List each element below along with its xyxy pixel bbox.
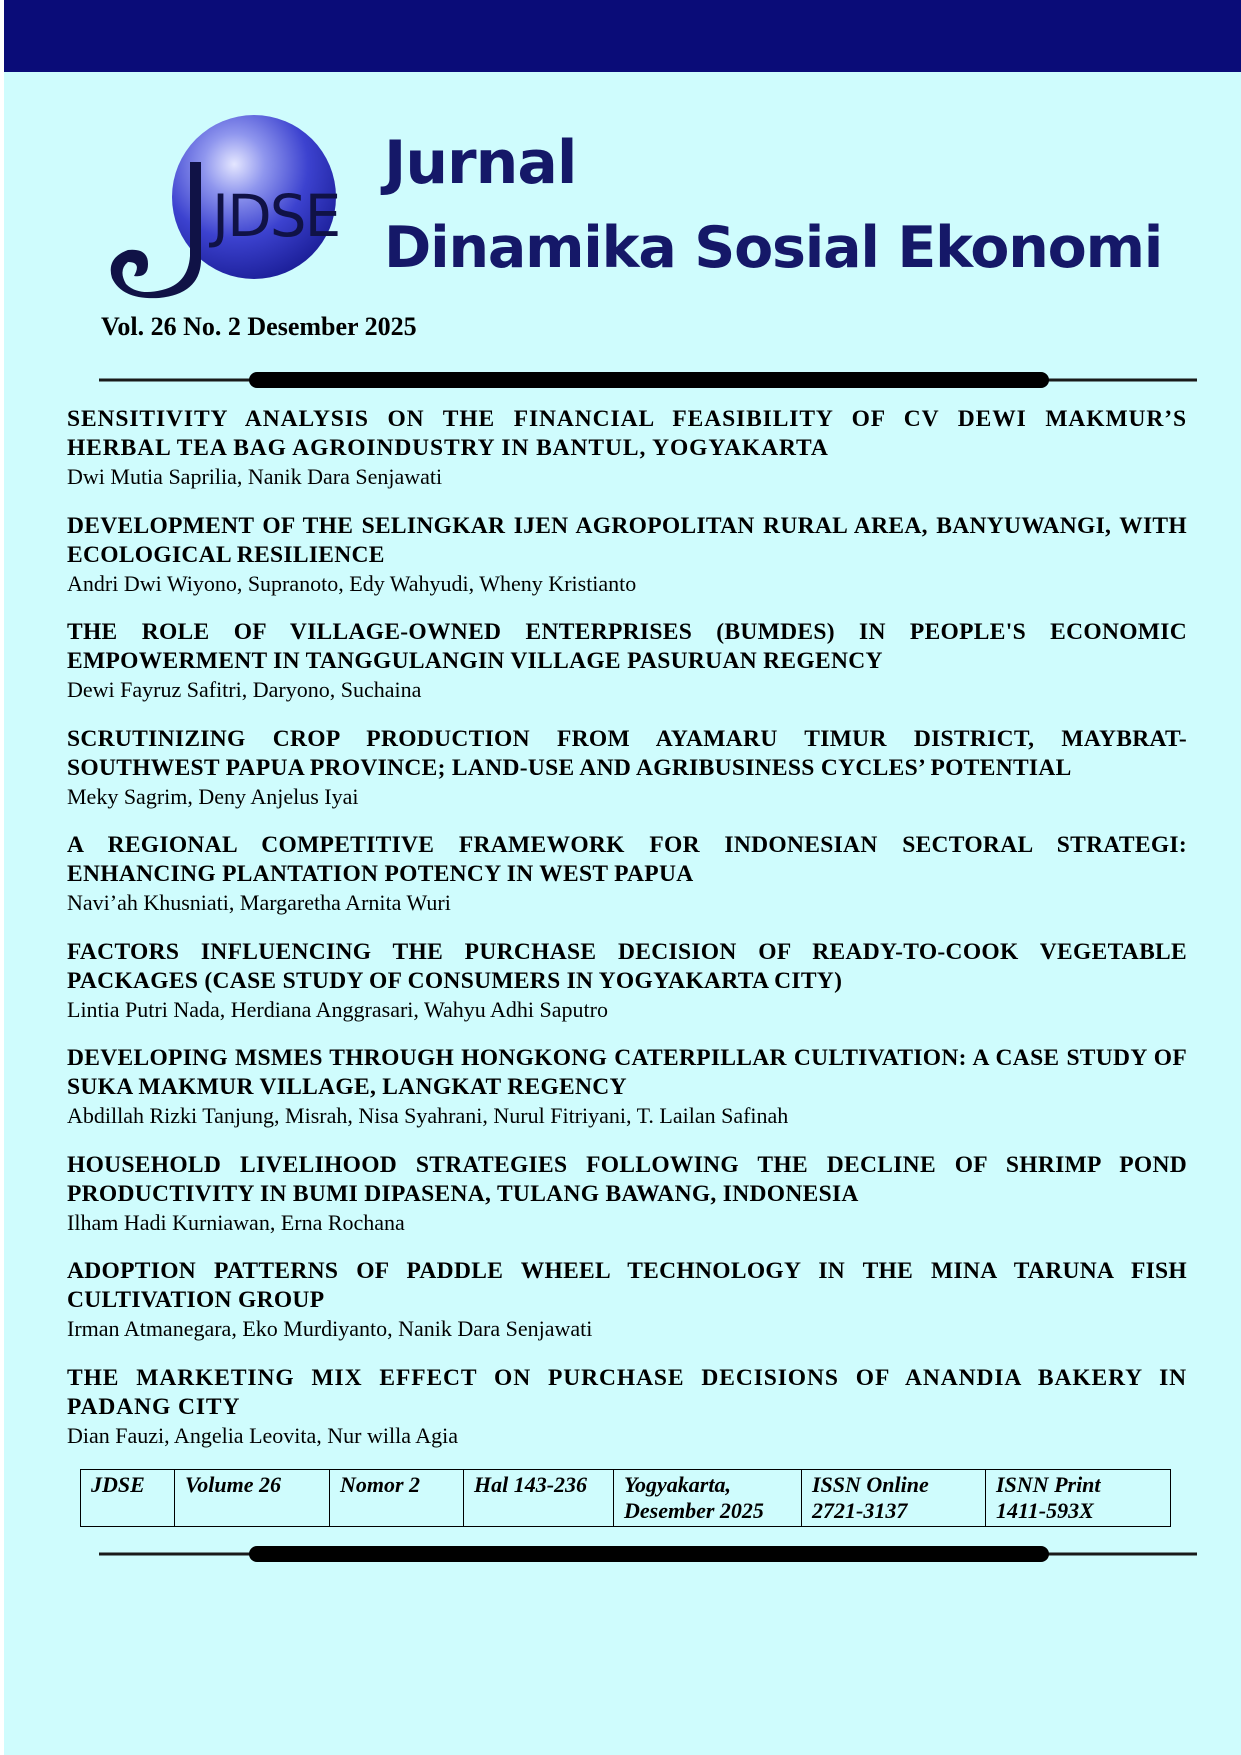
- issn-print-cell: [986, 1470, 1171, 1527]
- page-range: Hal 143-236: [474, 1472, 588, 1497]
- publication-place: Yogyakarta,: [624, 1472, 731, 1497]
- article-entry: [67, 1151, 1187, 1258]
- article-authors: Meky Sagrim, Deny Anjelus Iyai: [67, 783, 359, 809]
- article-entry: [67, 1364, 1187, 1471]
- journal-title-line-1: Jurnal: [384, 128, 577, 198]
- journal-title-line-2: Dinamika Sosial Ekonomi: [384, 215, 1163, 281]
- number-cell: [330, 1470, 464, 1527]
- article-title: SENSITIVITY ANALYSIS ON THE FINANCIAL FEASIBILITY OF CV DEWI MAKMUR’S HERBAL TEA BAG AGROINDUSTRY IN BANTUL, YOGYAKARTA: [67, 406, 1187, 461]
- article-authors: Lintia Putri Nada, Herdiana Anggrasari, Wahyu Adhi Saputro: [67, 996, 608, 1022]
- place-date-cell: [614, 1470, 802, 1527]
- issn-print-label: ISNN Print: [996, 1472, 1101, 1497]
- publication-date: Desember 2025: [624, 1498, 764, 1523]
- article-title: ADOPTION PATTERNS OF PADDLE WHEEL TECHNOLOGY IN THE MINA TARUNA FISH CULTIVATION GROUP: [67, 1258, 1187, 1313]
- article-title: THE MARKETING MIX EFFECT ON PURCHASE DECISIONS OF ANANDIA BAKERY IN PADANG CITY: [67, 1364, 1187, 1420]
- article-entry: [67, 405, 1187, 512]
- article-authors: Abdillah Rizki Tanjung, Misrah, Nisa Syahrani, Nurul Fitriyani, T. Lailan Safinah: [67, 1103, 789, 1128]
- issn-online-cell: [802, 1470, 986, 1527]
- article-entry: [67, 938, 1187, 1045]
- jdse-logo: [104, 112, 384, 312]
- article-entry: [67, 1257, 1187, 1364]
- logo-letters: JDSE: [212, 182, 340, 250]
- issn-print-number: 1411-593X: [996, 1498, 1094, 1523]
- pages-cell: [464, 1470, 614, 1527]
- bottom-divider: [99, 1544, 1197, 1564]
- journal-code: JDSE: [91, 1472, 145, 1497]
- article-authors: Dwi Mutia Saprilia, Nanik Dara Senjawati: [67, 464, 443, 489]
- volume-cell: [175, 1470, 330, 1527]
- article-entry: [67, 618, 1187, 725]
- article-entry: [67, 831, 1187, 938]
- article-authors: Andri Dwi Wiyono, Supranoto, Edy Wahyudi, Wheny Kristianto: [67, 570, 637, 596]
- issue-info-table: [80, 1469, 1171, 1527]
- issn-online-number: 2721-3137: [812, 1498, 908, 1523]
- article-title: DEVELOPING MSMES THROUGH HONGKONG CATERPILLAR CULTIVATION: A CASE STUDY OF SUKA MAKMUR VILLAGE, LANGKAT REGENCY: [67, 1045, 1187, 1100]
- article-title: DEVELOPMENT OF THE SELINGKAR IJEN AGROPOLITAN RURAL AREA, BANYUWANGI, WITH ECOLOGICAL RESILIENCE: [67, 512, 1187, 568]
- article-authors: Ilham Hadi Kurniawan, Erna Rochana: [67, 1209, 405, 1235]
- volume: Volume 26: [185, 1472, 281, 1497]
- journal-code-cell: [81, 1470, 175, 1527]
- article-title: THE ROLE OF VILLAGE-OWNED ENTERPRISES (BUMDES) IN PEOPLE'S ECONOMIC EMPOWERMENT IN TANGGULANGIN VILLAGE PASURUAN REGENCY: [67, 619, 1187, 674]
- article-title: SCRUTINIZING CROP PRODUCTION FROM AYAMARU TIMUR DISTRICT, MAYBRAT-SOUTHWEST PAPUA PROVINCE; LAND-USE AND AGRIBUSINESS CYCLES’ POTENTIAL: [67, 725, 1187, 781]
- article-title: HOUSEHOLD LIVELIHOOD STRATEGIES FOLLOWING THE DECLINE OF SHRIMP POND PRODUCTIVITY IN BUMI DIPASENA, TULANG BAWANG, INDONESIA: [67, 1151, 1187, 1207]
- issue-number: Nomor 2: [340, 1472, 421, 1497]
- issue-label: Vol. 26 No. 2 Desember 2025: [101, 312, 417, 341]
- article-authors: Dewi Fayruz Safitri, Daryono, Suchaina: [67, 677, 422, 702]
- article-authors: Dian Fauzi, Angelia Leovita, Nur willa Agia: [67, 1422, 459, 1448]
- issn-online-label: ISSN Online: [812, 1472, 929, 1497]
- article-entry: [67, 725, 1187, 832]
- top-color-band: [4, 0, 1241, 72]
- article-entry: [67, 1044, 1187, 1151]
- article-authors: Irman Atmanegara, Eko Murdiyanto, Nanik Dara Senjawati: [67, 1316, 593, 1341]
- issue-info-row: [81, 1470, 1171, 1527]
- article-title: FACTORS INFLUENCING THE PURCHASE DECISION OF READY-TO-COOK VEGETABLE PACKAGES (CASE STUDY OF CONSUMERS IN YOGYAKARTA CITY): [67, 938, 1187, 994]
- article-entry: [67, 512, 1187, 619]
- article-list: [67, 405, 1187, 1470]
- top-divider: [99, 370, 1197, 390]
- journal-cover: [4, 0, 1241, 1755]
- article-title: A REGIONAL COMPETITIVE FRAMEWORK FOR INDONESIAN SECTORAL STRATEGI: ENHANCING PLANTATION POTENCY IN WEST PAPUA: [67, 832, 1187, 887]
- article-authors: Navi’ah Khusniati, Margaretha Arnita Wuri: [67, 890, 451, 915]
